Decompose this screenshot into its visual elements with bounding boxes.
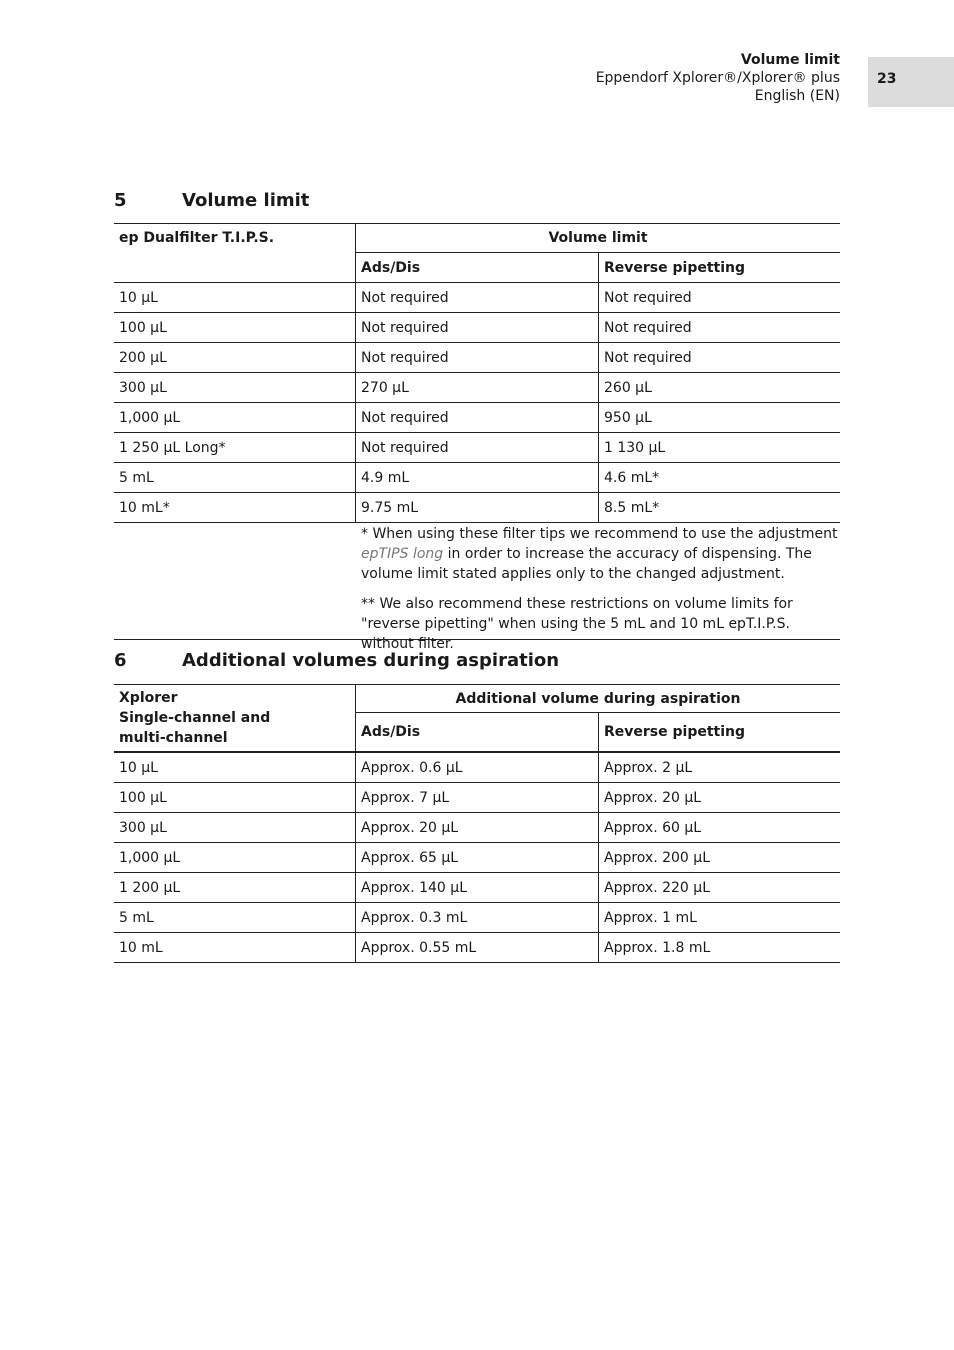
header-cell-adsdis: Ads/Dis xyxy=(356,713,599,753)
table-cell: 5 mL xyxy=(114,463,356,493)
table-cell: 10 mL xyxy=(114,933,356,963)
table-row xyxy=(114,903,840,933)
table-cell: 100 µL xyxy=(114,783,356,813)
table-footnotes xyxy=(361,524,841,664)
table-cell: 1 200 µL xyxy=(114,873,356,903)
header-cell-reverse: Reverse pipetting xyxy=(599,713,841,753)
header-cell-group: Additional volume during aspiration xyxy=(356,685,841,713)
section-title: Additional volumes during aspiration xyxy=(182,650,560,671)
table-cell: 260 µL xyxy=(599,373,841,403)
table-cell: 300 µL xyxy=(114,373,356,403)
footnote-1-text-b: in order to increase the accuracy of dispensing. The volume limit stated applies only to the changed adjustment. xyxy=(361,546,812,582)
table-row xyxy=(114,403,840,433)
table-cell: 270 µL xyxy=(356,373,599,403)
table-cell: 100 µL xyxy=(114,313,356,343)
header-cell-adsdis: Ads/Dis xyxy=(356,253,599,283)
table-row xyxy=(114,783,840,813)
table-row xyxy=(114,752,840,783)
header-cell-tips: ep Dualfilter T.I.P.S. xyxy=(114,224,356,283)
table-cell: Approx. 65 µL xyxy=(356,843,599,873)
table-cell: Not required xyxy=(599,283,841,313)
header-cell-device xyxy=(114,685,356,752)
table-cell: 950 µL xyxy=(599,403,841,433)
table-cell: Approx. 1.8 mL xyxy=(599,933,841,963)
section-number: 5 xyxy=(114,190,127,211)
table-row xyxy=(114,933,840,963)
header-language: English (EN) xyxy=(754,88,840,104)
footnote-1-text-a: * When using these filter tips we recommend to use the adjustment xyxy=(361,526,838,542)
table-cell: 5 mL xyxy=(114,903,356,933)
header-line: multi-channel xyxy=(119,730,228,746)
table-cell: Approx. 220 µL xyxy=(599,873,841,903)
table-cell: Not required xyxy=(356,433,599,463)
running-header xyxy=(596,51,840,105)
table-header-row xyxy=(114,685,840,713)
table-cell: Approx. 1 mL xyxy=(599,903,841,933)
page-number-tab xyxy=(868,57,954,107)
footnote-1 xyxy=(361,524,841,584)
table-cell: 10 mL* xyxy=(114,493,356,523)
table-cell: 1,000 µL xyxy=(114,403,356,433)
table-cell: Approx. 20 µL xyxy=(599,783,841,813)
footnote-2: ** We also recommend these restrictions on volume limits for "reverse pipetting" when using the 5 mL and 10 mL epT.I.P.S. without filter. xyxy=(361,596,793,652)
table-cell: Not required xyxy=(599,313,841,343)
additional-volume-table xyxy=(114,685,840,963)
table-cell: Approx. 140 µL xyxy=(356,873,599,903)
table-cell: Not required xyxy=(356,283,599,313)
table-cell: 10 µL xyxy=(114,283,356,313)
table-row xyxy=(114,493,840,523)
table-cell: 4.6 mL* xyxy=(599,463,841,493)
header-cell-group: Volume limit xyxy=(356,224,841,253)
section-number: 6 xyxy=(114,650,127,671)
table-row xyxy=(114,843,840,873)
table-row xyxy=(114,463,840,493)
header-cell-reverse: Reverse pipetting xyxy=(599,253,841,283)
table-cell: Approx. 0.3 mL xyxy=(356,903,599,933)
table-cell: Approx. 0.55 mL xyxy=(356,933,599,963)
header-product: Eppendorf Xplorer®/Xplorer® plus xyxy=(595,70,840,86)
table-cell: Approx. 7 µL xyxy=(356,783,599,813)
table-cell: Not required xyxy=(356,403,599,433)
table-cell: Approx. 20 µL xyxy=(356,813,599,843)
table-cell: Approx. 0.6 µL xyxy=(356,752,599,783)
table-cell: 10 µL xyxy=(114,752,356,783)
table-cell: 200 µL xyxy=(114,343,356,373)
table-row xyxy=(114,313,840,343)
header-line: Xplorer xyxy=(119,690,178,706)
footnote-1-adjustment-name: epTIPS long xyxy=(361,546,444,562)
table-row xyxy=(114,433,840,463)
table-cell: Approx. 200 µL xyxy=(599,843,841,873)
table-cell: 300 µL xyxy=(114,813,356,843)
page-number: 23 xyxy=(877,71,897,87)
table-cell: 9.75 mL xyxy=(356,493,599,523)
table-cell: 8.5 mL* xyxy=(599,493,841,523)
table-cell: 1,000 µL xyxy=(114,843,356,873)
section-heading-5 xyxy=(114,190,309,211)
table-cell: 1 250 µL Long* xyxy=(114,433,356,463)
table-cell: Approx. 2 µL xyxy=(599,752,841,783)
table-row xyxy=(114,813,840,843)
table-cell: Approx. 60 µL xyxy=(599,813,841,843)
volume-limit-table xyxy=(114,224,840,523)
table-row xyxy=(114,283,840,313)
table-row xyxy=(114,343,840,373)
table-header-row xyxy=(114,224,840,253)
table-cell: Not required xyxy=(356,343,599,373)
section-title: Volume limit xyxy=(182,190,310,211)
table-cell: 4.9 mL xyxy=(356,463,599,493)
table-cell: Not required xyxy=(599,343,841,373)
table-row xyxy=(114,873,840,903)
table-cell: Not required xyxy=(356,313,599,343)
table-row xyxy=(114,373,840,403)
section-heading-6 xyxy=(114,650,559,671)
header-title: Volume limit xyxy=(740,52,840,68)
header-line: Single-channel and xyxy=(119,710,271,726)
footnote-bottom-rule xyxy=(114,639,840,640)
table-cell: 1 130 µL xyxy=(599,433,841,463)
